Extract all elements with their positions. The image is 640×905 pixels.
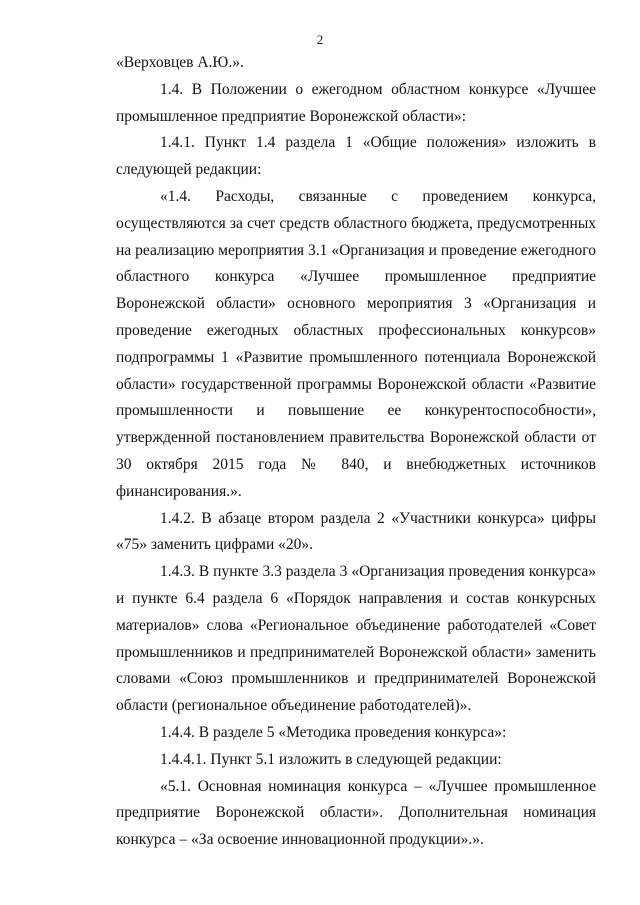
paragraph-3: 1.4.1. Пункт 1.4 раздела 1 «Общие положения» изложить в следующей редакции:: [116, 134, 596, 179]
paragraph-5: 1.4.2. В абзаце втором раздела 2 «Участники конкурса» цифры «75» заменить цифрами «20».: [116, 509, 596, 554]
paragraph-8: 1.4.4.1. Пункт 5.1 изложить в следующей редакции:: [160, 750, 502, 768]
document-body: [116, 50, 596, 854]
paragraph-2: 1.4. В Положении о ежегодном областном конкурсе «Лучшее промышленное предприятие Воронежской области»:: [116, 80, 596, 125]
paragraph-7: 1.4.4. В разделе 5 «Методика проведения конкурса»:: [160, 723, 507, 741]
paragraph-4: «1.4. Расходы, связанные с проведением конкурса, осуществляются за счет средств областного бюджета, предусмотренных на реализацию мероприятия 3.1 «Организация и проведение ежегодного областного конкурса «Лучшее промышленное предприятие Воронежской области» основного мероприятия 3 «Организация и проведение ежегодных областных профессиональных конкурсов» подпрограммы 1 «Развитие промышленного потенциала Воронежской области» государственной программы Воронежской области «Развитие промышленности и повышение ее конкурентоспособности», утвержденной постановлением правительства Воронежской области от 30 октября 2015 года № 840, и внебюджетных источников финансирования.».: [116, 187, 596, 500]
paragraph-1: «Верховцев А.Ю.».: [116, 54, 244, 71]
page-number: 2: [316, 32, 324, 47]
paragraph-9: «5.1. Основная номинация конкурса – «Лучшее промышленное предприятие Воронежской области». Дополнительная номинация конкурса – «За освоение инновационной продукции».».: [116, 777, 596, 849]
paragraph-6: 1.4.3. В пункте 3.3 раздела 3 «Организация проведения конкурса» и пункте 6.4 раздела 6 «Порядок направления и состав конкурсных материалов» слова «Региональное объединение работодателей «Совет промышленников и предпринимателей Воронежской области» заменить словами «Союз промышленников и предпринимателей Воронежской области (региональное объединение работодателей)».: [116, 563, 596, 715]
